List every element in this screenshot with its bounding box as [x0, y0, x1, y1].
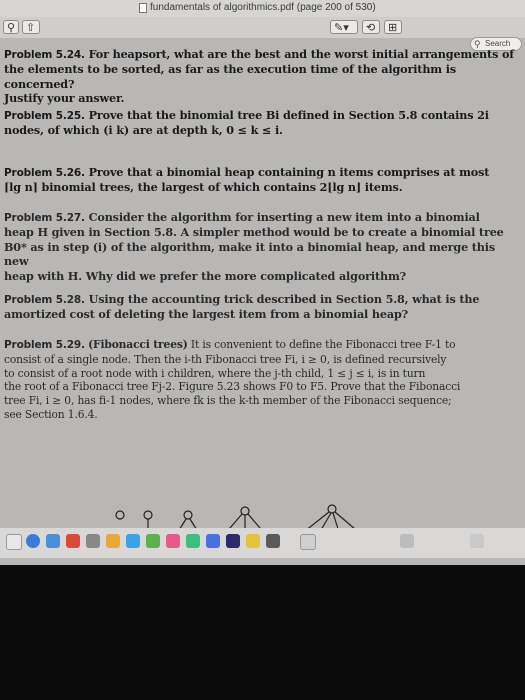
problem-5-24 [4, 47, 519, 106]
problem-text: Consider the algorithm for inserting a new item into a binomial [88, 210, 480, 224]
problem-label: Problem 5.25. [4, 110, 85, 122]
share-icon: ⇧ [26, 22, 36, 34]
problem-text: It is convenient to define the Fibonacci tree F-1 to [187, 338, 456, 351]
messages-icon[interactable] [186, 534, 200, 548]
problem-text-line: B0* as in step (i) of the algorithm, make it into a binomial heap, and merge this new [4, 239, 496, 269]
star-icon[interactable] [246, 534, 260, 548]
problem-text-line: to consist of a root node with i children, where the j-th child, 1 ≤ j ≤ i, is in turn [4, 366, 426, 380]
problem-label: Problem 5.28. [4, 294, 85, 306]
trash-icon[interactable] [470, 534, 484, 548]
zoom-icon: ⚲ [7, 22, 16, 34]
mail-icon[interactable] [206, 534, 220, 548]
search-placeholder: Search [485, 39, 511, 48]
pen-icon: ✎▾ [334, 22, 349, 34]
launchpad-icon[interactable] [46, 534, 60, 548]
problem-text-line: the elements to be sorted, as far as the execution time of the algorithm is concerned? [4, 62, 456, 91]
maps-icon[interactable] [146, 534, 160, 548]
pdf-document-icon [139, 3, 147, 13]
problem-text-line: see Section 1.6.4. [4, 407, 98, 421]
search-icon: ⚲ [474, 39, 481, 49]
sidebar-toggle-button[interactable] [3, 20, 19, 34]
problem-text-line: consist of a single node. Then the i-th Fibonacci tree Fi, i ≥ 0, is defined recursively [4, 352, 447, 366]
dock [0, 528, 525, 558]
problem-label: Problem 5.26. [4, 167, 85, 179]
terminal-icon[interactable] [266, 534, 280, 548]
problem-text: Using the accounting trick described in Section 5.8, what is the [88, 292, 480, 306]
preview-icon[interactable] [300, 534, 316, 550]
window-titlebar [0, 0, 525, 18]
photos-icon[interactable] [166, 534, 180, 548]
window-title: fundamentals of algorithmics.pdf (page 200 of 530) [150, 2, 376, 13]
downloads-icon[interactable] [400, 534, 414, 548]
problem-text-line: heap H given in Section 5.8. A simpler method would be to create a binomial tree [4, 225, 504, 240]
problem-5-29 [4, 338, 519, 422]
share-button[interactable] [22, 20, 40, 34]
rotate-button[interactable] [362, 20, 380, 34]
toolbar [0, 17, 525, 49]
finder-icon[interactable] [6, 534, 22, 550]
app-store-icon[interactable] [66, 534, 80, 548]
problem-5-27 [4, 210, 519, 283]
problem-5-25 [4, 108, 519, 138]
markup-button[interactable] [330, 20, 358, 34]
problem-text: Prove that a binomial heap containing n items comprises at most [88, 165, 490, 179]
tree-node [116, 511, 124, 519]
problem-text-line: heap with H. Why did we prefer the more complicated algorithm? [4, 268, 407, 283]
problem-text-line: ⌈lg n⌉ binomial trees, the largest of which contains 2⌊lg n⌋ items. [4, 180, 403, 195]
safari-icon[interactable] [126, 534, 140, 548]
rotate-icon: ⟲ [366, 22, 376, 34]
problem-text-line: Justify your answer. [4, 91, 125, 106]
problem-label: Problem 5.27. [4, 212, 85, 224]
problem-heading: (Fibonacci trees) [88, 338, 188, 351]
problem-5-26 [4, 165, 519, 195]
annotate-button[interactable] [384, 20, 402, 34]
problem-text-line: tree Fi, i ≥ 0, has fi-1 nodes, where fk is the k-th member of the Fibonacci sequence; [4, 394, 452, 408]
toolbox-icon: ⊞ [388, 22, 398, 34]
problem-label: Problem 5.29. [4, 339, 85, 351]
settings-icon[interactable] [86, 534, 100, 548]
problem-text-line: nodes, of which (i k) are at depth k, 0 ≤ k ≤ i. [4, 123, 283, 138]
siri-icon[interactable] [26, 534, 40, 548]
problem-text-line: the root of a Fibonacci tree Fj-2. Figure 5.23 shows F0 to F5. Prove that the Fibonacci [4, 380, 461, 394]
problem-label: Problem 5.24. [4, 49, 85, 61]
problem-text-line: amortized cost of deleting the largest item from a binomial heap? [4, 307, 409, 322]
notes-icon[interactable] [106, 534, 120, 548]
problem-text: Prove that the binomial tree Bi defined in Section 5.8 contains 2i [88, 108, 489, 122]
problem-5-28 [4, 292, 519, 322]
word-icon[interactable] [226, 534, 240, 548]
problem-text: For heapsort, what are the best and the worst initial arrangements of [88, 47, 514, 61]
pdf-page [0, 38, 525, 558]
